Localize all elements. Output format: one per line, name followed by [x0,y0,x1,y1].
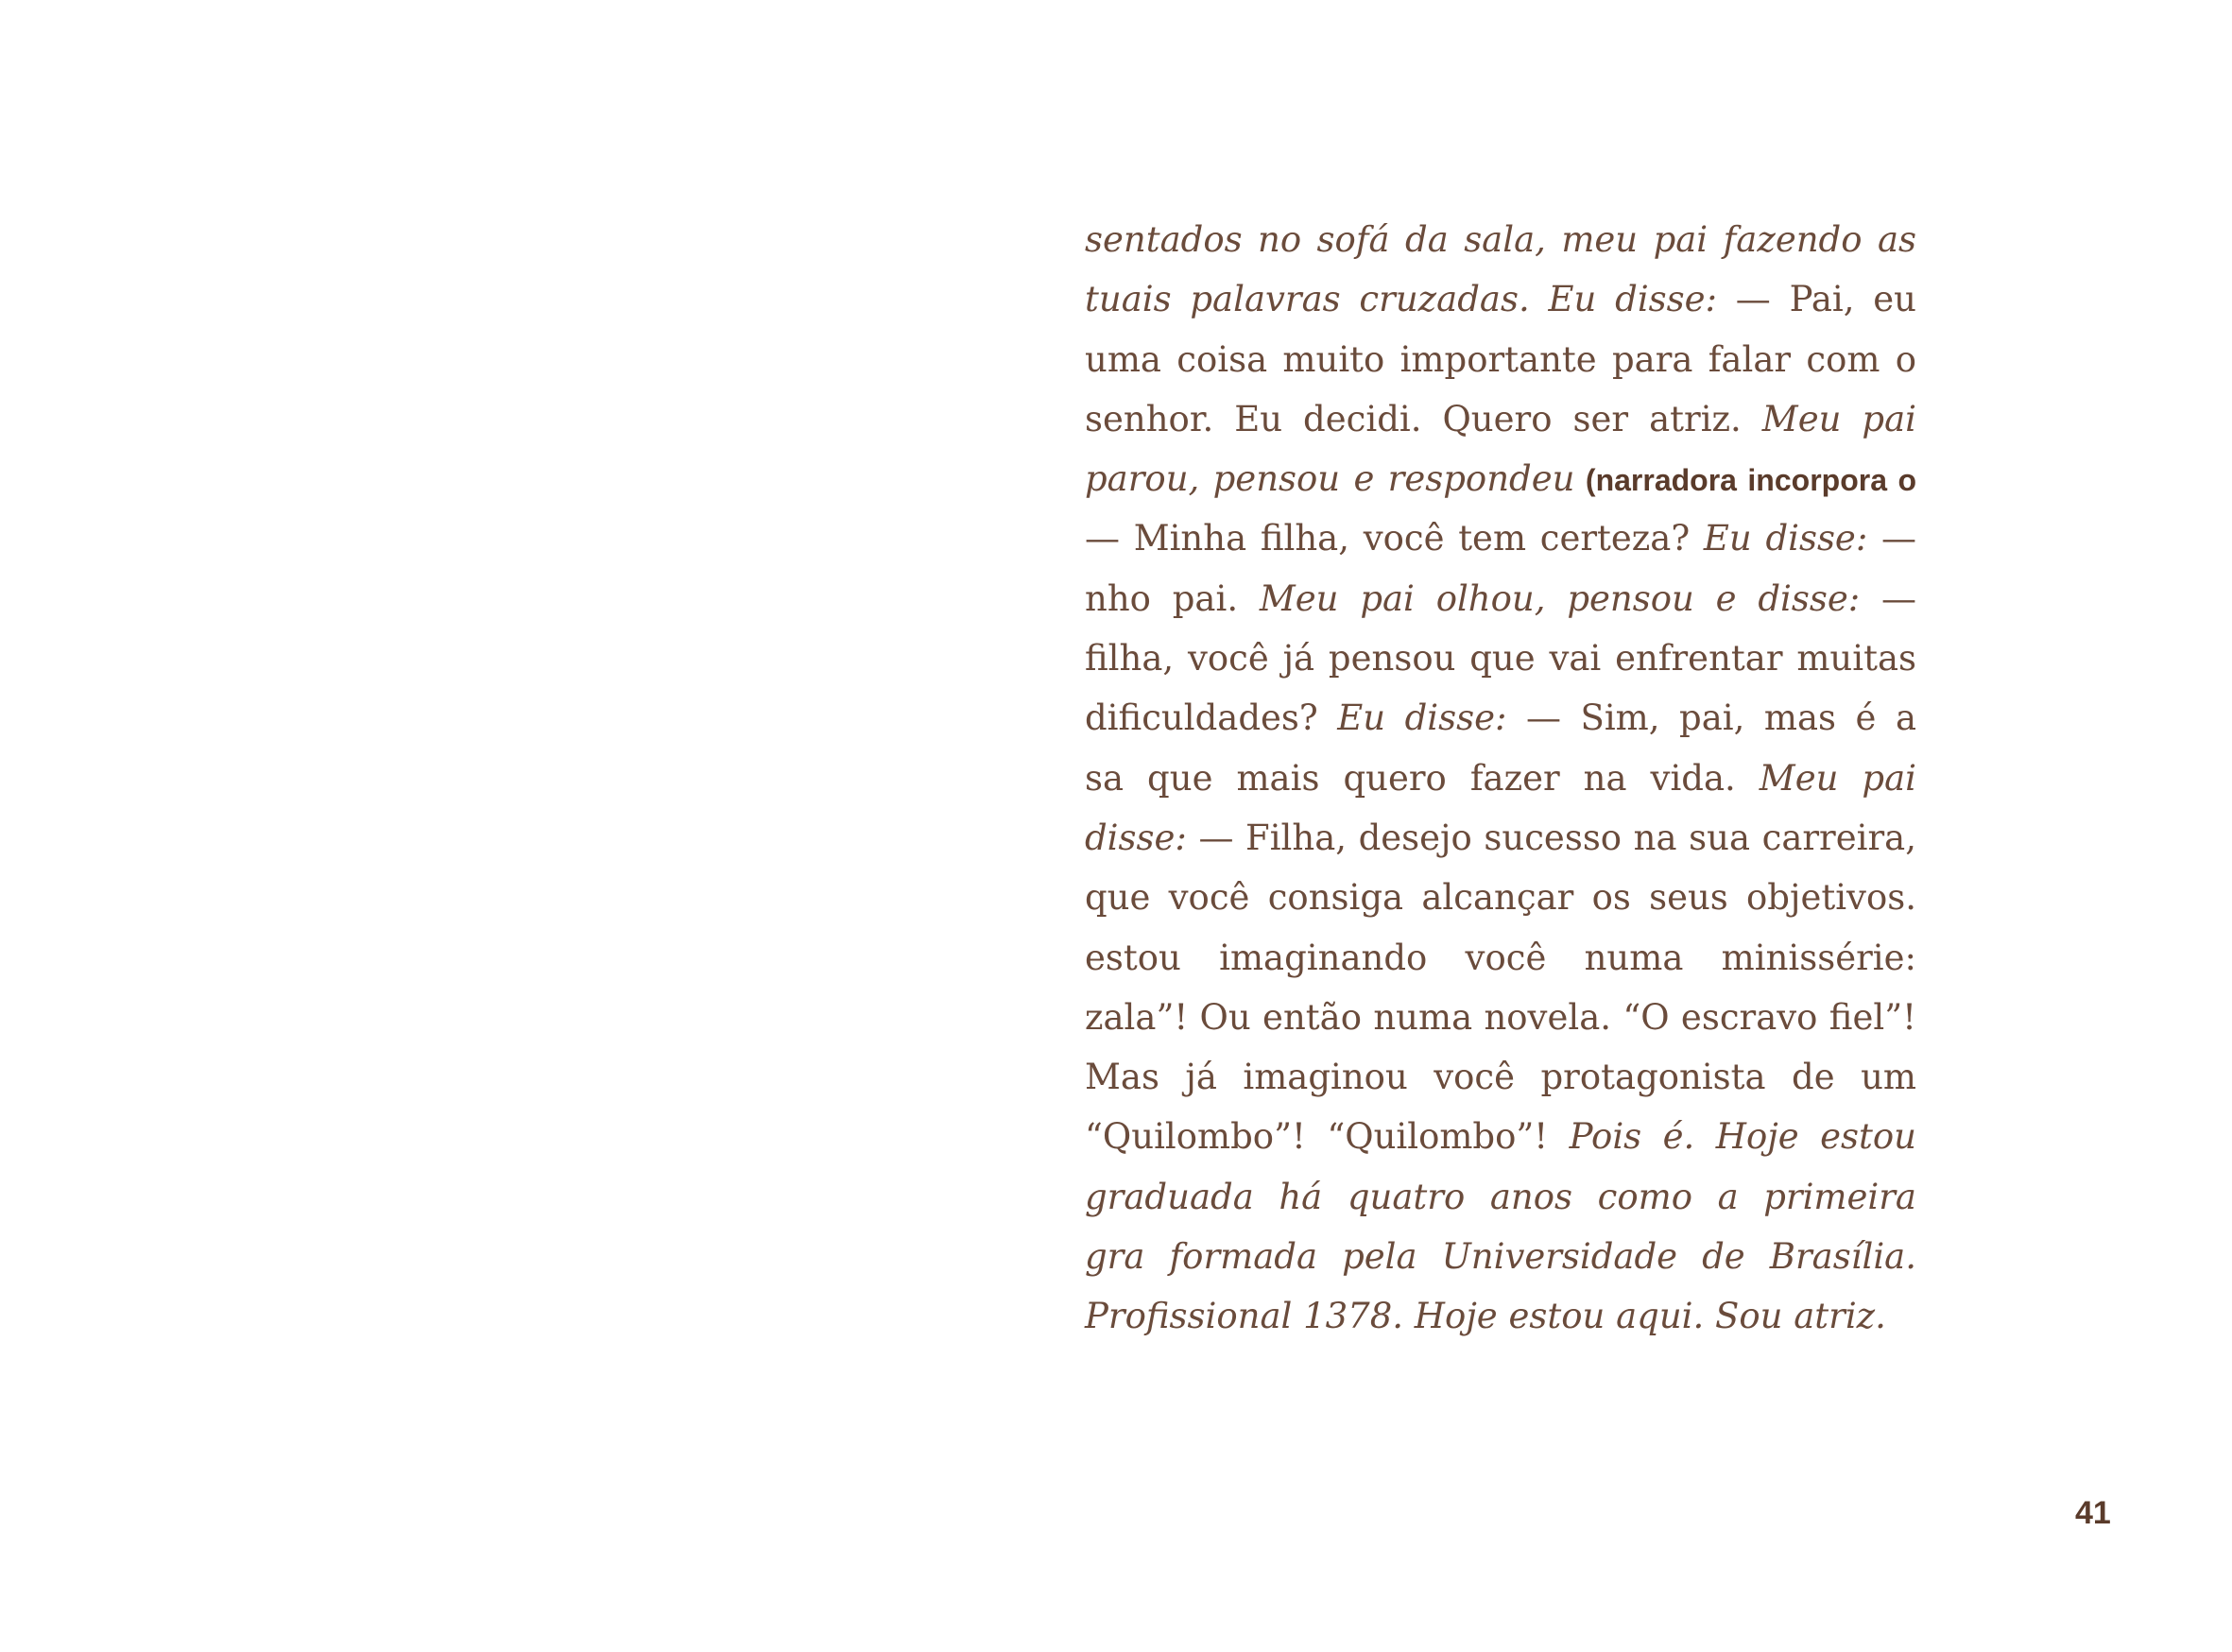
text-line [1085,808,1916,868]
text-line [1085,1107,1916,1166]
text-line [1085,749,1916,808]
dialogue-text: — Minha filha, você tem certeza? [1085,518,1691,559]
dialogue-text: filha, você já pensou que vai enfrentar muitas [1085,638,1916,680]
italic-narration: parou, pensou e respondeu [1085,458,1575,500]
text-line [1085,508,1916,568]
text-line [1085,1167,1916,1227]
dialogue-text: estou imaginando você numa minissérie: [1085,937,1916,978]
italic-narration: tuais palavras cruzadas. Eu disse: [1085,279,1717,320]
dialogue-text: — Pai, eu [1735,279,1916,320]
italic-narration: Meu pai [1759,757,1916,799]
text-line [1085,988,1916,1047]
dialogue-text: “Quilombo”! “Quilombo”! [1085,1116,1549,1158]
text-line [1085,449,1916,508]
dialogue-text: que você consiga alcançar os seus objetivos. [1085,877,1916,919]
text-line [1085,1286,1916,1346]
dialogue-text: zala”! Ou então numa novela. “O escravo fiel”! [1085,996,1916,1038]
stage-direction: (narradora incorpora o [1585,463,1916,498]
dialogue-text: — Filha, desejo sucesso na sua carreira, [1186,817,1916,858]
dialogue-text: — Sim, pai, mas é a [1525,697,1916,739]
page-number: 41 [2075,1495,2111,1531]
body-text [1085,210,1916,1347]
text-line [1085,569,1916,628]
text-line [1085,269,1916,329]
dialogue-text: — [1880,577,1916,619]
dialogue-text: nho pai. [1085,577,1239,619]
italic-narration: Eu disse: [1690,518,1868,559]
dialogue-text: senhor. Eu decidi. Quero ser atriz. [1085,398,1742,439]
italic-narration: gra formada pela Universidade de Brasília. [1085,1236,1916,1278]
dialogue-text: sa que mais quero fazer na vida. [1085,757,1736,799]
text-line [1085,389,1916,449]
italic-narration: Eu disse: [1317,697,1507,739]
dialogue-text: — [1880,518,1916,559]
italic-narration: graduada há quatro anos como a primeira [1085,1176,1916,1217]
dialogue-text: Mas já imaginou você protagonista de um [1085,1057,1916,1098]
italic-narration: Pois é. Hoje estou [1569,1116,1916,1158]
italic-narration: sentados no sofá da sala, meu pai fazendo as [1085,219,1916,260]
dialogue-text: uma coisa muito importante para falar com o [1085,338,1916,380]
italic-narration: Meu pai olhou, pensou e disse: [1238,577,1861,619]
italic-narration: Meu pai [1761,398,1916,439]
text-line [1085,1047,1916,1107]
italic-narration: Profissional 1378. Hoje estou aqui. Sou atriz. [1085,1296,1886,1337]
text-line [1085,868,1916,927]
text-line [1085,928,1916,988]
dialogue-text: dificuldades? [1085,697,1318,739]
text-line [1085,1227,1916,1286]
italic-narration: disse: [1085,817,1187,858]
text-line [1085,628,1916,688]
text-line [1085,210,1916,269]
text-line [1085,688,1916,748]
text-line [1085,330,1916,389]
